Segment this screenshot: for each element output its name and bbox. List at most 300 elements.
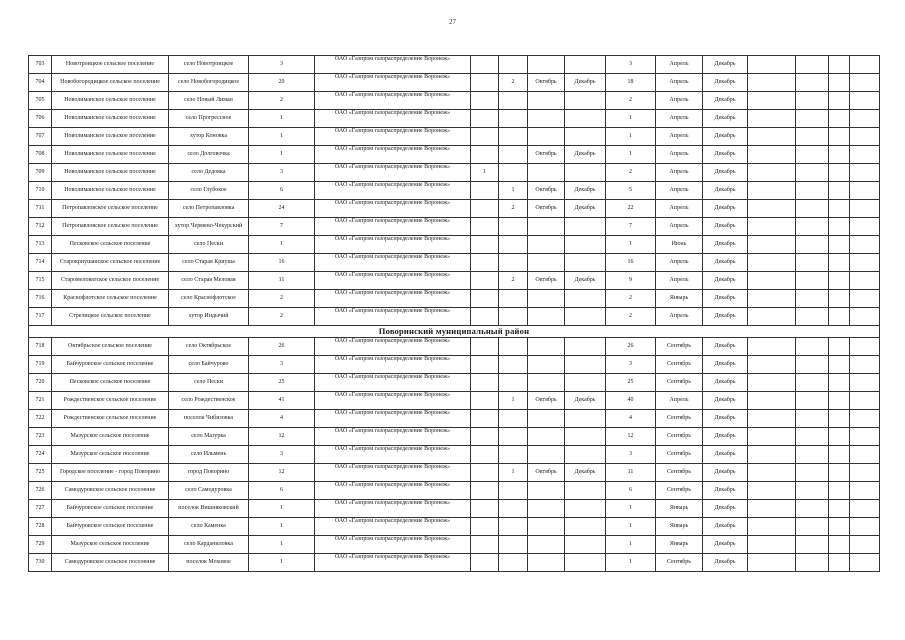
period-start-col-1 [528,410,565,428]
page-number: 27 [449,18,456,26]
organization-name: ОАО «Газпром газораспределение Воронеж» [315,254,471,272]
period-end: Декабрь [703,110,748,128]
value-col-5: 22 [606,200,656,218]
object-count: 1 [249,128,315,146]
period-start-col-1 [528,218,565,236]
empty-cell [850,56,880,74]
locality-name: село Глубокое [169,182,249,200]
value-col-5: 5 [606,182,656,200]
locality-name: село Петропавловка [169,200,249,218]
empty-cell [829,356,850,374]
period-end-col-1 [565,536,606,554]
empty-cell [829,74,850,92]
value-col-5: 2 [606,290,656,308]
period-end: Декабрь [703,272,748,290]
value-col-2 [499,110,528,128]
period-start-col-1 [528,92,565,110]
empty-cell [796,410,829,428]
settlement-name: Байчуровское сельское поселение [52,356,169,374]
period-end-col-1 [565,374,606,392]
empty-cell [748,182,796,200]
period-end-col-1 [565,554,606,572]
object-count: 20 [249,74,315,92]
empty-cell [829,110,850,128]
table-row [29,482,880,500]
organization-name: ОАО «Газпром газораспределение Воронеж» [315,356,471,374]
empty-cell [829,164,850,182]
empty-cell [850,146,880,164]
period-end-col-1 [565,518,606,536]
period-start: Апрель [656,92,703,110]
empty-cell [748,338,796,356]
period-start: Январь [656,500,703,518]
value-col-5: 1 [606,110,656,128]
period-end: Декабрь [703,536,748,554]
object-count: 41 [249,392,315,410]
period-end-col-1 [565,410,606,428]
period-start-col-1 [528,128,565,146]
row-number: 705 [29,92,52,110]
period-end: Декабрь [703,290,748,308]
organization-name: ОАО «Газпром газораспределение Воронеж» [315,128,471,146]
period-start-col-1 [528,356,565,374]
organization-name: ОАО «Газпром газораспределение Воронеж» [315,236,471,254]
empty-cell [829,446,850,464]
empty-cell [829,464,850,482]
empty-cell [748,554,796,572]
value-col-1 [471,554,499,572]
empty-cell [850,500,880,518]
empty-cell [748,536,796,554]
empty-cell [796,446,829,464]
value-col-5: 18 [606,74,656,92]
settlement-name: Старокриушанское сельское поселение [52,254,169,272]
settlement-name: Городское поселение - город Поворино [52,464,169,482]
value-col-1 [471,518,499,536]
value-col-5: 1 [606,536,656,554]
period-start-col-1: Октябрь [528,74,565,92]
object-count: 1 [249,110,315,128]
value-col-2 [499,56,528,74]
row-number: 708 [29,146,52,164]
empty-cell [850,374,880,392]
empty-cell [796,428,829,446]
period-start: Апрель [656,56,703,74]
settlement-name: Новотроицкое сельское поселение [52,56,169,74]
locality-name: хутор Чермено-Чекурский [169,218,249,236]
table-body-before-section [29,56,880,326]
period-start-col-1: Октябрь [528,182,565,200]
period-end-col-1 [565,110,606,128]
period-end-col-1 [565,290,606,308]
object-count: 2 [249,92,315,110]
empty-cell [748,482,796,500]
empty-cell [748,356,796,374]
table-row [29,110,880,128]
value-col-1 [471,308,499,326]
settlement-name: Мазурское сельское поселение [52,446,169,464]
row-number: 711 [29,200,52,218]
empty-cell [796,500,829,518]
period-start-col-1 [528,110,565,128]
empty-cell [829,290,850,308]
value-col-1 [471,56,499,74]
empty-cell [850,74,880,92]
organization-name: ОАО «Газпром газораспределение Воронеж» [315,164,471,182]
period-start: Сентябрь [656,356,703,374]
empty-cell [796,356,829,374]
locality-name: поселок Моховое [169,554,249,572]
period-end-col-1: Декабрь [565,146,606,164]
empty-cell [748,200,796,218]
empty-cell [829,410,850,428]
empty-cell [850,410,880,428]
empty-cell [748,308,796,326]
period-start: Январь [656,518,703,536]
value-col-2 [499,164,528,182]
value-col-1 [471,290,499,308]
object-count: 24 [249,200,315,218]
empty-cell [829,92,850,110]
organization-name: ОАО «Газпром газораспределение Воронеж» [315,146,471,164]
period-end: Декабрь [703,410,748,428]
empty-cell [796,392,829,410]
value-col-5: 1 [606,518,656,536]
period-start-col-1 [528,254,565,272]
organization-name: ОАО «Газпром газораспределение Воронеж» [315,428,471,446]
object-count: 2 [249,290,315,308]
object-count: 3 [249,356,315,374]
period-start: Апрель [656,392,703,410]
object-count: 16 [249,254,315,272]
empty-cell [796,128,829,146]
empty-cell [850,218,880,236]
table-row [29,182,880,200]
empty-cell [748,56,796,74]
value-col-5: 1 [606,146,656,164]
period-end: Декабрь [703,554,748,572]
table-row [29,428,880,446]
period-start: Апрель [656,200,703,218]
value-col-2 [499,128,528,146]
period-end-col-1 [565,92,606,110]
locality-name: село Краснофлотское [169,290,249,308]
period-start: Апрель [656,182,703,200]
row-number: 720 [29,374,52,392]
value-col-2 [499,518,528,536]
object-count: 1 [249,518,315,536]
table-row [29,446,880,464]
object-count: 25 [249,374,315,392]
period-end-col-1 [565,254,606,272]
row-number: 730 [29,554,52,572]
empty-cell [796,290,829,308]
row-number: 710 [29,182,52,200]
table-row [29,56,880,74]
empty-cell [796,536,829,554]
settlement-name: Байчуровское сельское поселение [52,500,169,518]
table-row [29,164,880,182]
row-number: 721 [29,392,52,410]
empty-cell [829,536,850,554]
locality-name: село Пески [169,236,249,254]
value-col-2 [499,146,528,164]
value-col-1 [471,356,499,374]
locality-name: село Карданиловка [169,536,249,554]
value-col-1: 1 [471,164,499,182]
value-col-5: 1 [606,554,656,572]
empty-cell [829,182,850,200]
settlement-name: Стрелицкое сельское поселение [52,308,169,326]
value-col-1 [471,482,499,500]
period-start-col-1 [528,536,565,554]
object-count: 2 [249,308,315,326]
organization-name: ОАО «Газпром газораспределение Воронеж» [315,74,471,92]
period-start: Сентябрь [656,482,703,500]
table-row [29,308,880,326]
empty-cell [748,164,796,182]
empty-cell [850,464,880,482]
value-col-2: 1 [499,464,528,482]
period-start: Апрель [656,146,703,164]
section-row [29,326,880,338]
period-start: Апрель [656,164,703,182]
empty-cell [748,218,796,236]
empty-cell [748,374,796,392]
row-number: 724 [29,446,52,464]
empty-cell [748,254,796,272]
value-col-1 [471,272,499,290]
period-end: Декабрь [703,146,748,164]
organization-name: ОАО «Газпром газораспределение Воронеж» [315,518,471,536]
row-number: 728 [29,518,52,536]
empty-cell [850,290,880,308]
period-end-col-1: Декабрь [565,464,606,482]
value-col-2 [499,92,528,110]
row-number: 729 [29,536,52,554]
period-end: Декабрь [703,356,748,374]
value-col-2: 2 [499,200,528,218]
organization-name: ОАО «Газпром газораспределение Воронеж» [315,308,471,326]
empty-cell [748,446,796,464]
row-number: 713 [29,236,52,254]
period-end: Декабрь [703,428,748,446]
period-start: Сентябрь [656,374,703,392]
locality-name: город Поворино [169,464,249,482]
empty-cell [829,554,850,572]
organization-name: ОАО «Газпром газораспределение Воронеж» [315,536,471,554]
period-start: Сентябрь [656,428,703,446]
period-end: Декабрь [703,374,748,392]
empty-cell [850,428,880,446]
period-start-col-1 [528,374,565,392]
settlement-name: Новолиманское сельское поселение [52,164,169,182]
empty-cell [850,128,880,146]
organization-name: ОАО «Газпром газораспределение Воронеж» [315,554,471,572]
organization-name: ОАО «Газпром газораспределение Воронеж» [315,464,471,482]
value-col-2 [499,254,528,272]
empty-cell [850,536,880,554]
organization-name: ОАО «Газпром газораспределение Воронеж» [315,110,471,128]
empty-cell [748,428,796,446]
empty-cell [850,338,880,356]
locality-name: село Новобогородицкое [169,74,249,92]
empty-cell [850,446,880,464]
period-end: Декабрь [703,464,748,482]
empty-cell [748,410,796,428]
period-end: Декабрь [703,482,748,500]
empty-cell [850,356,880,374]
empty-cell [748,74,796,92]
empty-cell [829,428,850,446]
period-start: Апрель [656,272,703,290]
period-start-col-1: Октябрь [528,200,565,218]
period-end: Декабрь [703,164,748,182]
empty-cell [796,236,829,254]
period-end: Декабрь [703,338,748,356]
empty-cell [850,182,880,200]
value-col-2 [499,446,528,464]
object-count: 3 [249,56,315,74]
object-count: 4 [249,410,315,428]
settlement-name: Рождественское сельское поселение [52,392,169,410]
row-number: 722 [29,410,52,428]
value-col-1 [471,74,499,92]
empty-cell [748,236,796,254]
empty-cell [850,236,880,254]
empty-cell [748,110,796,128]
empty-cell [748,128,796,146]
value-col-5: 12 [606,428,656,446]
table-row [29,218,880,236]
period-end-col-1 [565,338,606,356]
settlement-name: Петропавловское сельское поселение [52,200,169,218]
row-number: 714 [29,254,52,272]
period-start-col-1 [528,446,565,464]
object-count: 3 [249,446,315,464]
locality-name: село Мазурка [169,428,249,446]
empty-cell [796,272,829,290]
value-col-1 [471,182,499,200]
period-start: Апрель [656,74,703,92]
value-col-5: 11 [606,464,656,482]
object-count: 1 [249,536,315,554]
organization-name: ОАО «Газпром газораспределение Воронеж» [315,92,471,110]
empty-cell [748,146,796,164]
locality-name: село Новотроицкое [169,56,249,74]
locality-name: хутор Индычий [169,308,249,326]
locality-name: село Долговочка [169,146,249,164]
period-end-col-1: Декабрь [565,200,606,218]
value-col-5: 26 [606,338,656,356]
row-number: 709 [29,164,52,182]
value-col-5: 3 [606,356,656,374]
value-col-5: 3 [606,56,656,74]
period-start: Сентябрь [656,464,703,482]
section-header-group [29,326,880,338]
locality-name: село Ильмень [169,446,249,464]
empty-cell [850,482,880,500]
value-col-5: 25 [606,374,656,392]
value-col-5: 4 [606,410,656,428]
object-count: 12 [249,464,315,482]
locality-name: село Старая Меловая [169,272,249,290]
period-end: Декабрь [703,308,748,326]
settlement-name: Песковское сельское поселение [52,374,169,392]
value-col-5: 16 [606,254,656,272]
value-col-2 [499,554,528,572]
locality-name: село Байчурово [169,356,249,374]
table-row [29,254,880,272]
settlement-name: Старомеловатское сельское поселение [52,272,169,290]
settlement-name: Новолиманское сельское поселение [52,92,169,110]
period-start-col-1 [528,236,565,254]
locality-name: село Прогрессное [169,110,249,128]
value-col-5: 1 [606,500,656,518]
value-col-1 [471,128,499,146]
empty-cell [850,272,880,290]
period-start: Апрель [656,254,703,272]
object-count: 1 [249,500,315,518]
locality-name: село Пески [169,374,249,392]
value-col-5: 1 [606,236,656,254]
period-end-col-1 [565,428,606,446]
period-end-col-1 [565,500,606,518]
table-row [29,146,880,164]
period-start-col-1 [528,518,565,536]
value-col-5: 40 [606,392,656,410]
period-end: Декабрь [703,128,748,146]
period-start-col-1 [528,428,565,446]
value-col-2 [499,236,528,254]
period-end-col-1 [565,308,606,326]
value-col-2 [499,500,528,518]
settlement-name: Самодуровское сельское поселение [52,554,169,572]
locality-name: село Рождественское [169,392,249,410]
organization-name: ОАО «Газпром газораспределение Воронеж» [315,500,471,518]
settlement-name: Октябрьское сельское поселение [52,338,169,356]
organization-name: ОАО «Газпром газораспределение Воронеж» [315,290,471,308]
value-col-1 [471,254,499,272]
value-col-2 [499,536,528,554]
settlement-name: Самодуровское сельское поселение [52,482,169,500]
table-row [29,536,880,554]
row-number: 716 [29,290,52,308]
empty-cell [829,200,850,218]
empty-cell [796,200,829,218]
period-start-col-1 [528,482,565,500]
settlement-name: Петропавловское сельское поселение [52,218,169,236]
empty-cell [829,236,850,254]
value-col-1 [471,92,499,110]
period-end: Декабрь [703,200,748,218]
empty-cell [829,500,850,518]
value-col-1 [471,200,499,218]
empty-cell [796,338,829,356]
period-end-col-1 [565,56,606,74]
period-end-col-1 [565,218,606,236]
period-start-col-1: Октябрь [528,464,565,482]
section-title: Поворинский муниципальный район [29,326,880,338]
period-end-col-1 [565,164,606,182]
settlement-name: Новолиманское сельское поселение [52,110,169,128]
table-row [29,200,880,218]
value-col-5: 6 [606,482,656,500]
locality-name: село Новый Лиман [169,92,249,110]
value-col-1 [471,110,499,128]
table-row [29,338,880,356]
row-number: 706 [29,110,52,128]
